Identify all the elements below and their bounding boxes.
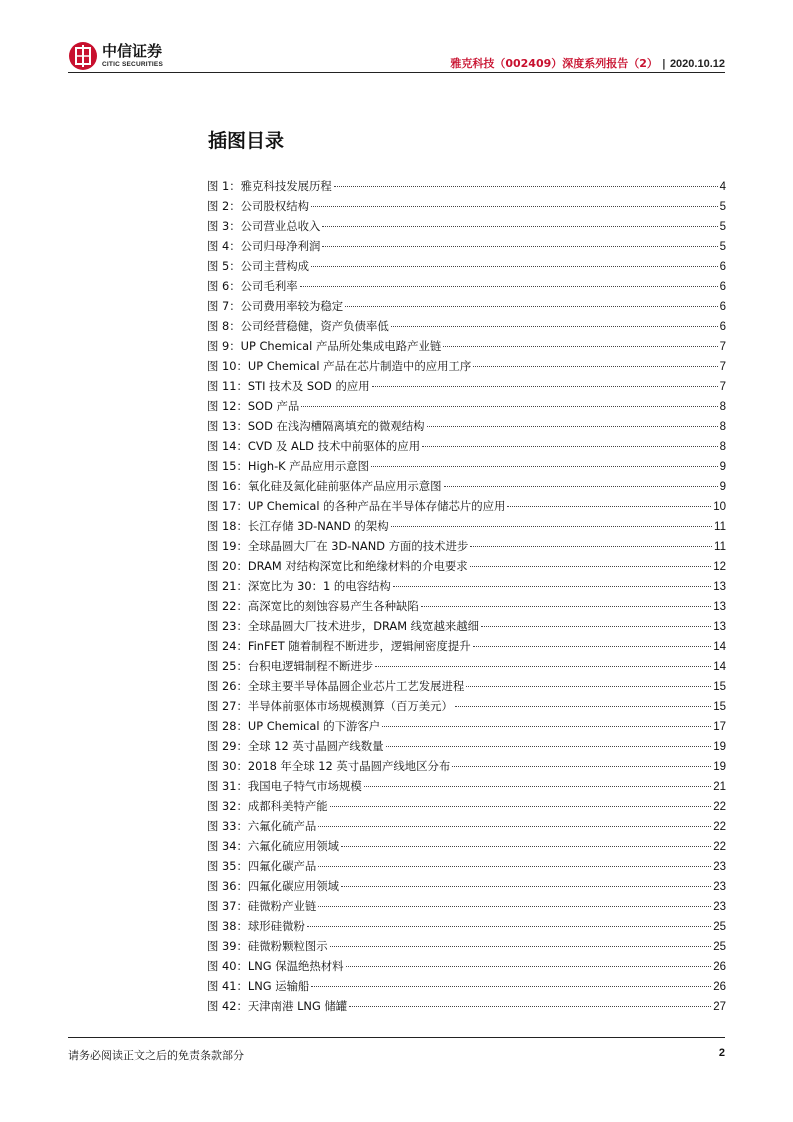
toc-entry-label[interactable]: 图 6：公司毛利率	[207, 279, 298, 293]
toc-entry[interactable]	[207, 436, 726, 456]
toc-entry-label[interactable]: 图 20：DRAM 对结构深宽比和绝缘材料的介电要求	[207, 559, 468, 573]
toc-entry-label[interactable]: 图 27：半导体前驱体市场规模测算（百万美元）	[207, 699, 453, 713]
toc-entry-label[interactable]: 图 30：2018 年全球 12 英寸晶圆产线地区分布	[207, 759, 451, 773]
toc-entry-label[interactable]: 图 21：深宽比为 30：1 的电容结构	[207, 579, 391, 593]
dot-leader	[473, 646, 712, 647]
toc-entry-page[interactable]: 12	[713, 561, 726, 573]
toc-entry[interactable]	[207, 236, 726, 256]
toc-entry-label[interactable]: 图 26：全球主要半导体晶圆企业芯片工艺发展进程	[207, 679, 465, 693]
toc-entry[interactable]	[207, 756, 726, 776]
toc-entry-page[interactable]: 9	[719, 461, 726, 473]
dot-leader	[334, 186, 718, 187]
toc-entry[interactable]	[207, 576, 726, 596]
dot-leader	[322, 246, 717, 247]
toc-entry-page[interactable]: 5	[719, 221, 726, 233]
toc-entry[interactable]	[207, 836, 726, 856]
toc-entry-page[interactable]: 11	[714, 541, 726, 553]
toc-entry[interactable]	[207, 876, 726, 896]
toc-entry[interactable]	[207, 176, 726, 196]
header-separator: |	[661, 57, 666, 70]
toc-entry-page[interactable]: 7	[719, 361, 726, 373]
toc-entry[interactable]	[207, 596, 726, 616]
toc-entry-label[interactable]: 图 12：SOD 产品	[207, 399, 300, 413]
toc-entry-page[interactable]: 4	[719, 181, 726, 193]
toc-entry-label[interactable]: 图 32：成都科美特产能	[207, 799, 328, 813]
toc-entry[interactable]	[207, 776, 726, 796]
toc-entry[interactable]	[207, 796, 726, 816]
toc-entry[interactable]	[207, 476, 726, 496]
toc-entry-page[interactable]: 6	[719, 321, 726, 333]
toc-entry-label[interactable]: 图 4：公司归母净利润	[207, 239, 321, 253]
toc-entry-page[interactable]: 6	[719, 301, 726, 313]
toc-entry-label[interactable]: 图 41：LNG 运输船	[207, 979, 310, 993]
toc-entry-label[interactable]: 图 15：High-K 产品应用示意图	[207, 459, 370, 473]
toc-entry[interactable]	[207, 676, 726, 696]
toc-entry[interactable]	[207, 656, 726, 676]
toc-entry-page[interactable]: 22	[713, 821, 726, 833]
toc-entry-label[interactable]: 图 14：CVD 及 ALD 技术中前驱体的应用	[207, 439, 421, 453]
toc-entry[interactable]	[207, 336, 726, 356]
dot-leader	[393, 586, 711, 587]
dot-leader	[481, 626, 711, 627]
toc-entry-page[interactable]: 22	[713, 801, 726, 813]
toc-entry-page[interactable]: 6	[719, 281, 726, 293]
dot-leader	[341, 886, 711, 887]
toc-entry-page[interactable]: 26	[713, 961, 726, 973]
toc-entry-label[interactable]: 图 9：UP Chemical 产品所处集成电路产业链	[207, 339, 442, 353]
report-header	[450, 55, 725, 71]
citic-logo-icon	[68, 41, 98, 71]
toc-entry[interactable]	[207, 516, 726, 536]
toc-entry-label[interactable]: 图 28：UP Chemical 的下游客户	[207, 719, 381, 733]
header-divider	[68, 72, 725, 73]
dot-leader	[391, 326, 718, 327]
dot-leader	[386, 746, 712, 747]
footer-divider	[68, 1037, 725, 1038]
dot-leader	[466, 686, 711, 687]
toc-entry-label[interactable]: 图 31：我国电子特气市场规模	[207, 779, 362, 793]
toc-entry-label[interactable]: 图 10：UP Chemical 产品在芯片制造中的应用工序	[207, 359, 472, 373]
toc-entry-page[interactable]: 25	[713, 921, 726, 933]
toc-entry-page[interactable]: 15	[713, 701, 726, 713]
toc-entry-label[interactable]: 图 37：硅微粉产业链	[207, 899, 317, 913]
toc-entry[interactable]	[207, 736, 726, 756]
company-logo	[68, 40, 163, 72]
toc-entry[interactable]	[207, 456, 726, 476]
dot-leader	[311, 266, 718, 267]
dot-leader	[364, 786, 711, 787]
toc-entry-page[interactable]: 9	[719, 481, 726, 493]
toc-entry-page[interactable]: 23	[713, 881, 726, 893]
toc-entry-label[interactable]: 图 23：全球晶圆大厂技术进步，DRAM 线宽越来越细	[207, 619, 480, 633]
toc-entry[interactable]	[207, 856, 726, 876]
toc-entry-label[interactable]: 图 42：天津南港 LNG 储罐	[207, 999, 348, 1013]
dot-leader	[346, 966, 712, 967]
toc-entry[interactable]	[207, 996, 726, 1016]
toc-entry-page[interactable]: 26	[713, 981, 726, 993]
toc-entry[interactable]	[207, 376, 726, 396]
toc-entry[interactable]	[207, 256, 726, 276]
brand-name-en: CITIC SECURITIES	[102, 60, 163, 68]
toc-entry-label[interactable]: 图 25：台积电逻辑制程不断进步	[207, 659, 374, 673]
toc-entry[interactable]	[207, 196, 726, 216]
toc-entry-label[interactable]: 图 5：公司主营构成	[207, 259, 309, 273]
dot-leader	[427, 426, 718, 427]
dot-leader	[300, 286, 718, 287]
toc-entry[interactable]	[207, 716, 726, 736]
dot-leader	[301, 406, 717, 407]
toc-entry-label[interactable]: 图 38：球形硅微粉	[207, 919, 305, 933]
toc-entry-page[interactable]: 13	[713, 621, 726, 633]
toc-entry-page[interactable]: 8	[719, 421, 726, 433]
toc-entry-label[interactable]: 图 34：六氟化硫应用领域	[207, 839, 340, 853]
toc-entry-page[interactable]: 22	[713, 841, 726, 853]
dot-leader	[341, 846, 711, 847]
dot-leader	[372, 386, 718, 387]
toc-entry-label[interactable]: 图 16：氧化硅及氮化硅前驱体产品应用示意图	[207, 479, 442, 493]
toc-entry[interactable]	[207, 216, 726, 236]
toc-entry-label[interactable]: 图 7：公司费用率较为稳定	[207, 299, 344, 313]
dot-leader	[330, 946, 712, 947]
toc-entry-label[interactable]: 图 22：高深宽比的刻蚀容易产生各种缺陷	[207, 599, 419, 613]
toc-entry[interactable]	[207, 276, 726, 296]
toc-entry-page[interactable]: 13	[713, 601, 726, 613]
toc-entry-page[interactable]: 7	[719, 381, 726, 393]
dot-leader	[507, 506, 711, 507]
dot-leader	[422, 446, 718, 447]
toc-entry-page[interactable]: 6	[719, 261, 726, 273]
toc-entry[interactable]	[207, 896, 726, 916]
toc-entry-page[interactable]: 23	[713, 861, 726, 873]
toc-entry-label[interactable]: 图 3：公司营业总收入	[207, 219, 321, 233]
toc-entry-label[interactable]: 图 33：六氟化硫产品	[207, 819, 317, 833]
dot-leader	[345, 306, 717, 307]
toc-entry[interactable]	[207, 916, 726, 936]
dot-leader	[311, 206, 718, 207]
toc-entry-page[interactable]: 8	[719, 401, 726, 413]
toc-entry-page[interactable]: 23	[713, 901, 726, 913]
toc-entry-page[interactable]: 14	[713, 661, 726, 673]
toc-entry-label[interactable]: 图 36：四氟化碳应用领域	[207, 879, 340, 893]
toc-entry-page[interactable]: 15	[713, 681, 726, 693]
toc-title: 插图目录	[208, 130, 285, 152]
dot-leader	[307, 926, 711, 927]
dot-leader	[421, 606, 711, 607]
report-date: 2020.10.12	[669, 58, 725, 70]
toc-entry[interactable]	[207, 696, 726, 716]
toc-entry-page[interactable]: 19	[713, 741, 726, 753]
dot-leader	[318, 826, 711, 827]
toc-entry-page[interactable]: 13	[713, 581, 726, 593]
toc-entry-page[interactable]: 14	[713, 641, 726, 653]
toc-entry[interactable]	[207, 616, 726, 636]
toc-entry-page[interactable]: 11	[714, 521, 726, 533]
toc-entry-label[interactable]: 图 13：SOD 在浅沟槽隔离填充的微观结构	[207, 419, 425, 433]
toc-entry-label[interactable]: 图 35：四氟化碳产品	[207, 859, 317, 873]
logo-wordmark	[102, 41, 163, 69]
toc-entry-page[interactable]: 8	[719, 441, 726, 453]
toc-entry-label[interactable]: 图 29：全球 12 英寸晶圆产线数量	[207, 739, 384, 753]
brand-name-cn: 中信证券	[102, 41, 163, 60]
toc-entry[interactable]	[207, 316, 726, 336]
toc-entry[interactable]	[207, 976, 726, 996]
report-title: 雅克科技（002409）深度系列报告（2）	[450, 57, 658, 70]
toc-entry-page[interactable]: 7	[719, 341, 726, 353]
dot-leader	[349, 1006, 711, 1007]
toc-entry[interactable]	[207, 296, 726, 316]
toc-entry-page[interactable]: 5	[719, 201, 726, 213]
toc-entry-label[interactable]: 图 19：全球晶圆大厂在 3D-NAND 方面的技术进步	[207, 539, 469, 553]
toc-entry-page[interactable]: 19	[713, 761, 726, 773]
dot-leader	[322, 226, 717, 227]
dot-leader	[391, 526, 712, 527]
dot-leader	[473, 366, 717, 367]
toc-entry[interactable]	[207, 536, 726, 556]
dot-leader	[470, 546, 712, 547]
toc-entry[interactable]	[207, 396, 726, 416]
toc-entry-page[interactable]: 27	[713, 1001, 726, 1013]
toc-entry[interactable]	[207, 956, 726, 976]
toc-entry-label[interactable]: 图 1：雅克科技发展历程	[207, 179, 332, 193]
dot-leader	[311, 986, 711, 987]
figure-list	[207, 176, 726, 1016]
toc-entry-label[interactable]: 图 18：长江存储 3D-NAND 的架构	[207, 519, 389, 533]
toc-entry-label[interactable]: 图 8：公司经营稳健，资产负债率低	[207, 319, 389, 333]
toc-entry[interactable]	[207, 636, 726, 656]
dot-leader	[382, 726, 711, 727]
toc-entry-label[interactable]: 图 17：UP Chemical 的各种产品在半导体存储芯片的应用	[207, 499, 506, 513]
toc-entry-page[interactable]: 10	[713, 501, 726, 513]
dot-leader	[371, 466, 718, 467]
toc-entry-label[interactable]: 图 2：公司股权结构	[207, 199, 309, 213]
dot-leader	[318, 906, 711, 907]
toc-entry-page[interactable]: 17	[713, 721, 726, 733]
dot-leader	[330, 806, 712, 807]
dot-leader	[375, 666, 711, 667]
toc-entry[interactable]	[207, 936, 726, 956]
toc-entry[interactable]	[207, 356, 726, 376]
toc-entry-label[interactable]: 图 24：FinFET 随着制程不断进步，逻辑闸密度提升	[207, 639, 471, 653]
toc-entry[interactable]	[207, 416, 726, 436]
toc-entry[interactable]	[207, 496, 726, 516]
toc-entry-label[interactable]: 图 40：LNG 保温绝热材料	[207, 959, 344, 973]
dot-leader	[452, 766, 711, 767]
toc-entry-page[interactable]: 25	[713, 941, 726, 953]
dot-leader	[444, 486, 718, 487]
toc-entry-label[interactable]: 图 11：STI 技术及 SOD 的应用	[207, 379, 370, 393]
page-number: 2	[718, 1047, 725, 1059]
toc-entry-label[interactable]: 图 39：硅微粉颗粒图示	[207, 939, 328, 953]
toc-entry[interactable]	[207, 556, 726, 576]
toc-entry-page[interactable]: 21	[713, 781, 726, 793]
footer-disclaimer: 请务必阅读正文之后的免责条款部分	[68, 1049, 244, 1062]
dot-leader	[470, 566, 712, 567]
dot-leader	[455, 706, 711, 707]
toc-entry-page[interactable]: 5	[719, 241, 726, 253]
dot-leader	[318, 866, 711, 867]
dot-leader	[443, 346, 717, 347]
toc-entry[interactable]	[207, 816, 726, 836]
